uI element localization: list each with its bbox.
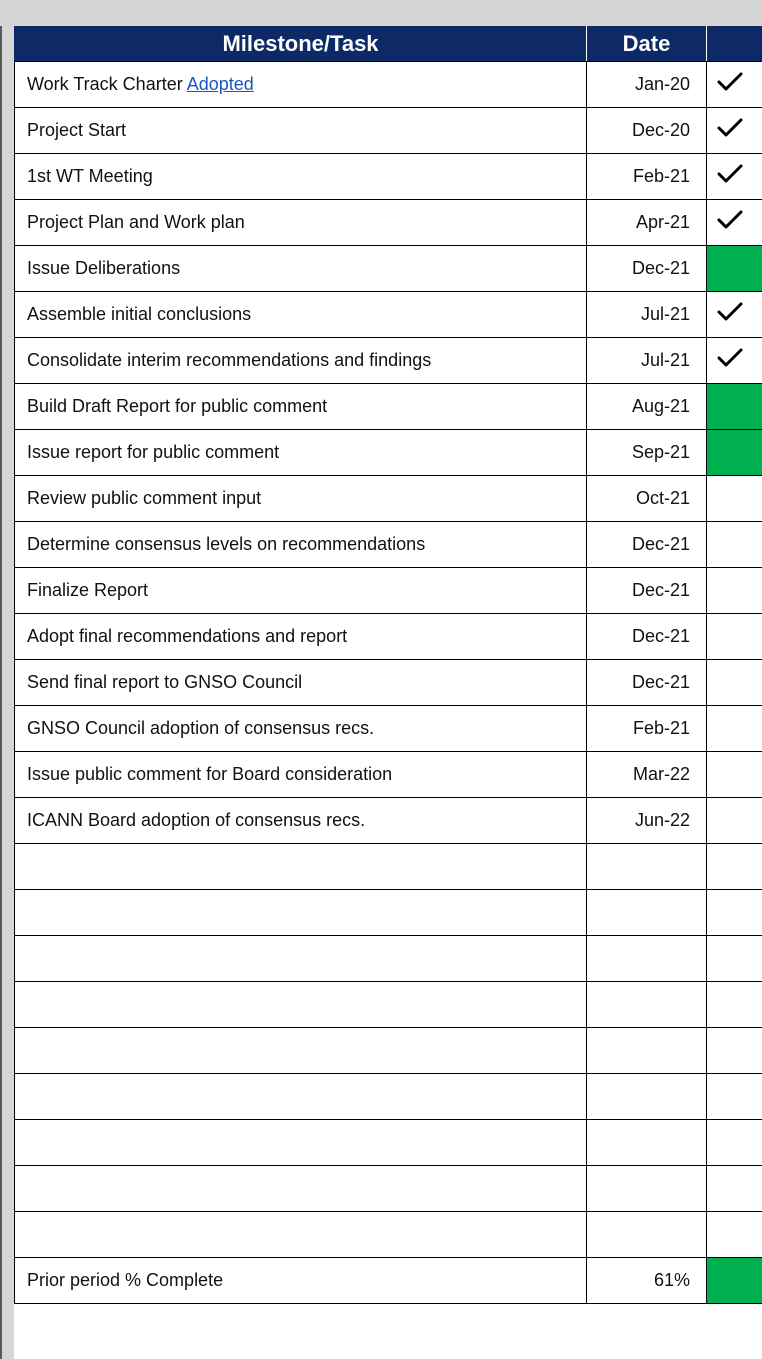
left-gutter (2, 26, 14, 1359)
date-cell: Dec-21 (587, 522, 707, 568)
date-cell: Oct-21 (587, 476, 707, 522)
date-cell: Jul-21 (587, 338, 707, 384)
date-cell (587, 1074, 707, 1120)
task-label: ICANN Board adoption of consensus recs. (27, 810, 366, 830)
status-cell (707, 1166, 762, 1212)
table-row (15, 430, 762, 476)
task-cell (15, 798, 587, 844)
task-cell (15, 476, 587, 522)
table-row (15, 62, 762, 108)
task-label: Adopt final recommendations and report (27, 626, 348, 646)
table-row (15, 338, 762, 384)
task-label: Send final report to GNSO Council (27, 672, 303, 692)
status-cell (707, 476, 762, 522)
date-cell (587, 844, 707, 890)
date-cell: Aug-21 (587, 384, 707, 430)
table-row (15, 752, 762, 798)
task-cell (15, 1074, 587, 1120)
table-row (15, 660, 762, 706)
table-row (15, 200, 762, 246)
status-cell (707, 430, 762, 476)
table-row (15, 108, 762, 154)
date-cell: Jan-20 (587, 62, 707, 108)
table-row (15, 292, 762, 338)
date-cell: Sep-21 (587, 430, 707, 476)
table-row (15, 982, 762, 1028)
status-cell (707, 200, 762, 246)
checkmark-icon (717, 71, 743, 98)
table-row (15, 246, 762, 292)
table-row (15, 798, 762, 844)
status-cell (707, 338, 762, 384)
task-label: 1st WT Meeting (27, 166, 153, 186)
column-header-date: Date (587, 27, 707, 62)
date-cell (587, 982, 707, 1028)
table-row (15, 890, 762, 936)
percent-complete-value: 61% (587, 1258, 707, 1304)
task-link[interactable]: Adopted (186, 74, 254, 94)
task-label: Build Draft Report for public comment (27, 396, 328, 416)
date-cell (587, 1120, 707, 1166)
task-label: Determine consensus levels on recommendations (27, 534, 426, 554)
summary-row (15, 1258, 762, 1304)
status-cell (707, 798, 762, 844)
task-cell (15, 752, 587, 798)
task-cell (15, 1166, 587, 1212)
date-cell (587, 936, 707, 982)
task-cell (15, 384, 587, 430)
date-cell: Dec-21 (587, 568, 707, 614)
task-cell (15, 522, 587, 568)
date-cell: Feb-21 (587, 154, 707, 200)
task-cell (15, 200, 587, 246)
task-cell (15, 62, 587, 108)
task-cell (15, 936, 587, 982)
status-cell (707, 660, 762, 706)
page-header-strip (0, 0, 762, 26)
task-label: Review public comment input (27, 488, 262, 508)
milestone-table (14, 26, 762, 1304)
date-cell: Dec-20 (587, 108, 707, 154)
table-row (15, 384, 762, 430)
date-cell: Dec-21 (587, 660, 707, 706)
status-cell (707, 522, 762, 568)
table-row (15, 1074, 762, 1120)
status-cell (707, 1028, 762, 1074)
task-cell (15, 844, 587, 890)
task-cell (15, 614, 587, 660)
table-row (15, 1028, 762, 1074)
task-label: Assemble initial conclusions (27, 304, 252, 324)
status-cell (707, 936, 762, 982)
status-cell (707, 706, 762, 752)
table-header-row (15, 27, 762, 62)
status-cell (707, 1120, 762, 1166)
checkmark-icon (717, 209, 743, 236)
checkmark-icon (717, 301, 743, 328)
date-cell: Feb-21 (587, 706, 707, 752)
task-label: Consolidate interim recommendations and findings (27, 350, 432, 370)
task-cell (15, 430, 587, 476)
checkmark-icon (717, 117, 743, 144)
date-cell (587, 1028, 707, 1074)
status-cell (707, 844, 762, 890)
task-cell (15, 154, 587, 200)
status-cell (707, 1212, 762, 1258)
table-row (15, 568, 762, 614)
task-label: Issue public comment for Board consideration (27, 764, 393, 784)
table-row (15, 844, 762, 890)
table-row (15, 154, 762, 200)
task-cell (15, 568, 587, 614)
task-cell (15, 982, 587, 1028)
status-cell (707, 384, 762, 430)
table-row (15, 522, 762, 568)
table-row (15, 706, 762, 752)
status-cell (707, 108, 762, 154)
table-row (15, 1120, 762, 1166)
status-cell (707, 154, 762, 200)
task-cell (15, 890, 587, 936)
task-cell (15, 1212, 587, 1258)
column-header-task: Milestone/Task (15, 27, 587, 62)
task-cell (15, 292, 587, 338)
status-cell (707, 62, 762, 108)
task-label: Project Plan and Work plan (27, 212, 245, 232)
table-row (15, 476, 762, 522)
checkmark-icon (717, 163, 743, 190)
status-cell (707, 982, 762, 1028)
task-label: Issue Deliberations (27, 258, 181, 278)
date-cell: Mar-22 (587, 752, 707, 798)
column-header-status (707, 27, 762, 62)
status-cell (707, 568, 762, 614)
table-row (15, 1166, 762, 1212)
task-cell (15, 246, 587, 292)
table-row (15, 614, 762, 660)
table-row (15, 936, 762, 982)
task-label: GNSO Council adoption of consensus recs. (27, 718, 375, 738)
date-cell: Dec-21 (587, 614, 707, 660)
status-cell (707, 614, 762, 660)
summary-label: Prior period % Complete (15, 1258, 587, 1304)
task-cell (15, 1028, 587, 1074)
date-cell: Jul-21 (587, 292, 707, 338)
task-label: Finalize Report (27, 580, 149, 600)
date-cell (587, 890, 707, 936)
task-cell (15, 660, 587, 706)
status-cell (707, 292, 762, 338)
date-cell: Jun-22 (587, 798, 707, 844)
table-body (15, 62, 762, 1304)
status-cell (707, 890, 762, 936)
date-cell: Apr-21 (587, 200, 707, 246)
task-cell (15, 706, 587, 752)
table-row (15, 1212, 762, 1258)
checkmark-icon (717, 347, 743, 374)
summary-status-cell (707, 1258, 762, 1304)
task-label: Issue report for public comment (27, 442, 280, 462)
task-label: Work Track Charter (27, 74, 187, 94)
status-cell (707, 1074, 762, 1120)
task-cell (15, 338, 587, 384)
status-cell (707, 246, 762, 292)
date-cell: Dec-21 (587, 246, 707, 292)
date-cell (587, 1212, 707, 1258)
task-cell (15, 108, 587, 154)
task-cell (15, 1120, 587, 1166)
task-label: Project Start (27, 120, 127, 140)
status-cell (707, 752, 762, 798)
date-cell (587, 1166, 707, 1212)
